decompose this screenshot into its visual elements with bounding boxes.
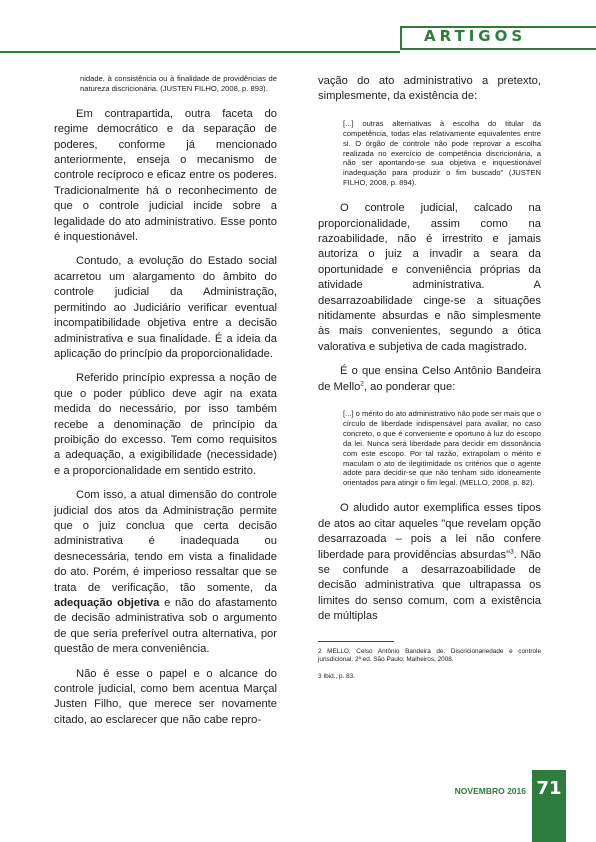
block-quote: [...] o mérito do ato administrativo não pode ser mais que o círculo de liberdade indispensável para avaliar, no caso concreto, o que é conveniente e oportuno à luz do escopo da lei. Nunca será liberdade para decidir em dissonância com este escopo. Por tal razão, extrapolam o mérito e maculam o ato de ilegitimidade os critérios que o agente adote para decidir-se que não tenham sido idoneamente orientados para atingir o fim legal. (MELLO, 2008, p. 82). — [343, 409, 541, 488]
issue-date: NOVEMBRO 2016 — [454, 786, 526, 796]
paragraph — [318, 364, 541, 395]
block-quote: [...] outras alternativas à escolha do titular da competência, todas elas relativamente equivalentes entre si. O órgão de controle não pode reprovar a escolha realizada no exercício de competência discricionária, a não ser apontando-se sua objetiva e inquestionável inadequação para produzir o fim buscado" (JUSTEN FILHO, 2008, p. 894). — [343, 118, 541, 188]
paragraph: Não é esse o papel e o alcance do controle judicial, como bem acentua Marçal Justen Filho, que merece ser novamente citado, ao esclarecer que não cabe repro- — [54, 667, 277, 726]
text: É o que ensina Celso Antônio Bandeira de Mello — [318, 365, 541, 393]
text: . Não se confunde a desarrazoabilidade de decisão administrativa que ultrapassa os limites do senso comum, com a existência de múltiplas — [318, 548, 541, 623]
paragraph: Contudo, a evolução do Estado social acarretou um alargamento do âmbito do controle judicial da Administração, permitindo ao Judiciário verificar eventual incompatibilidade objetiva entre a decisão administrativa e sua finalidade. É a ideia da aplicação do princípio da proporcionalidade. — [54, 255, 277, 360]
footnote: 2 MELLO, Celso Antônio Bandeira de. Discricionariedade e controle jurisdicional. 2ª ed. São Paulo: Malheiros, 2008. — [318, 647, 541, 663]
page-number: 71 — [536, 778, 562, 799]
header-rule — [0, 51, 400, 53]
paragraph: Referido princípio expressa a noção de que o poder público deve agir na exata medida do necessário, por isso também recebe a denominação de princípio da proibição do excesso. Tem como requisitos a adequação, a exigibilidade (necessidade) e a proporcionalidade em sentido estrito. — [54, 372, 277, 477]
footnote-ref: 3 — [510, 547, 514, 555]
block-quote-continuation: nidade, à consistência ou à finalidade de providências de natureza discricionária. (JUSTEN FILHO, 2008, p. 893). — [80, 74, 277, 93]
paragraph: vação do ato administrativo a pretexto, simplesmente, da existência de: — [318, 75, 541, 103]
footnote-divider — [318, 641, 394, 642]
paragraph: O controle judicial, calcado na proporcionalidade, assim como na razoabilidade, não é irrestrito e jamais autoriza o juiz a invadir a seara da oportunidade e conveniência próprias da atividade administrativa. A desarrazoabilidade cinge-se a situações nitidamente absurdas e não simplesmente às mais convenientes, segundo a ótica valorativa e subjetiva de cada magistrado. — [318, 202, 541, 353]
text: , ao ponderar que: — [363, 380, 456, 393]
right-column — [318, 74, 541, 690]
text: e não do afastamento de decisão administrativa sob o argumento de que seria preferível outra alternativa, por questão de mera conveniência. — [54, 597, 277, 656]
section-title: ARTIGOS — [424, 27, 527, 45]
text: Com isso, a atual dimensão do controle judicial dos atos da Administração permite que o juiz conclua que certa decisão administrativa é inadequada ou desnecessária, tendo em vista a finalidade do ato. Porém, é imperioso ressaltar que se trata de verificação, tão somente, da — [54, 489, 277, 594]
left-column — [54, 74, 277, 737]
footnote: 3 Ibid., p. 83. — [318, 672, 355, 680]
paragraph: Em contrapartida, outra faceta do regime democrático e da separação de poderes, conforme já mencionado anteriormente, enseja o mecanismo de controle recíproco e eficaz entre os poderes. Tradicionalmente há o reconhecimento de que o controle judicial incide sobre a legalidade do ato administrativo. Esse ponto é inquestionável. — [54, 107, 277, 244]
footnote-ref: 2 — [360, 379, 364, 387]
emphasis: adequação objetiva — [54, 597, 160, 609]
paragraph — [318, 501, 541, 624]
text: O aludido autor exemplifica esses tipos de atos ao citar aqueles "que revelam opção desarrazoada – pois a lei não confere liberdade para providências absurdas" — [318, 502, 541, 561]
paragraph — [54, 488, 277, 657]
